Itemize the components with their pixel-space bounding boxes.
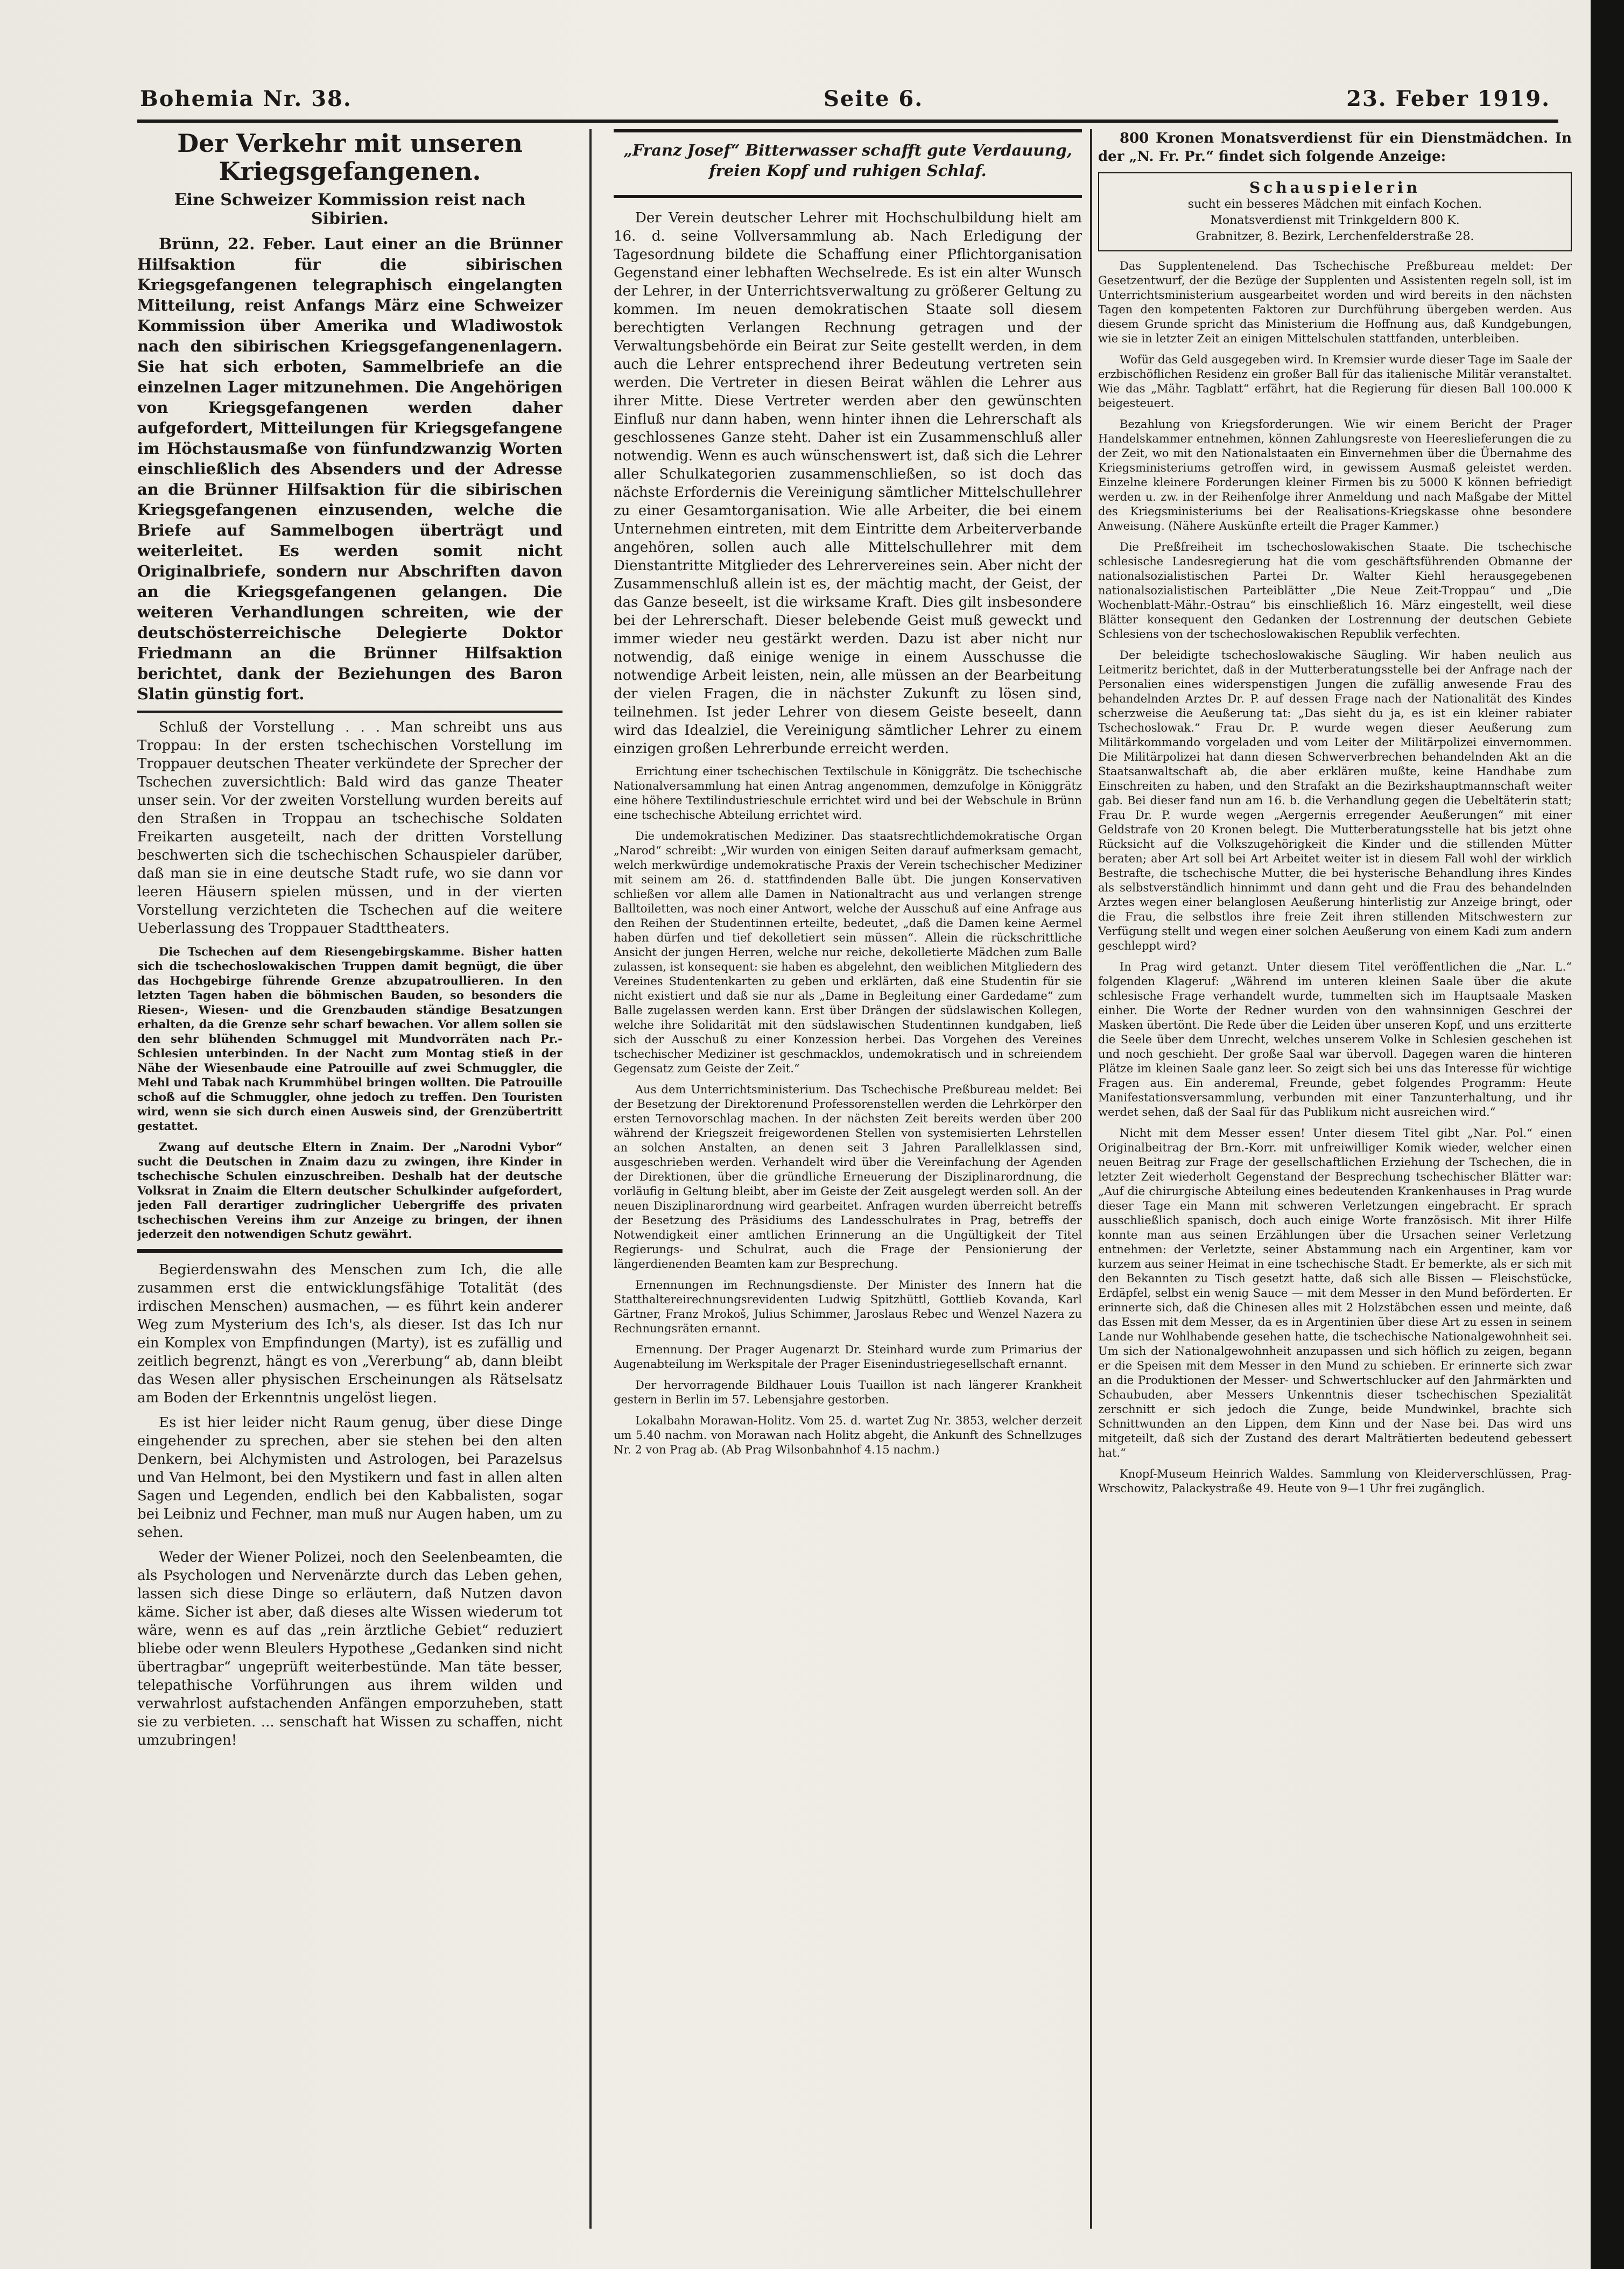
ad-line: Grabnitzer, 8. Bezirk, Lerchenfelderstraße 28. bbox=[1196, 230, 1474, 243]
article-paragraph: Brünn, 22. Feber. Laut einer an die Brünner Hilfsaktion für die sibirischen Kriegsgefangenen telegraphisch eingelangten Mitteilung, reist Anfangs März eine Schweizer Kommission über Amerika und Wladiwostok nach den sibirischen Kriegsgefangenenlagern. Sie hat sich erboten, Sammelbriefe an die einzelnen Lager mitzunehmen. Die Angehörigen von Kriegsgefangenen werden daher aufgefordert, Mitteilungen für Kriegsgefangene im Höchstausmaße von fünfundzwanzig Worten einschließlich des Absenders und der Adresse an die Brünner Hilfsaktion für die sibirischen Kriegsgefangenen einzusenden, welche die Briefe auf Sammelbogen überträgt und weiterleitet. Es werden somit nicht Originalbriefe, sondern nur Abschriften davon an die Kriegsgefangenen gelangen. Die weiteren Verhandlungen schreiten, wie der deutschösterreichische Delegierte Doktor Friedmann an die Brünner Hilfsaktion berichtet, dank der Beziehungen des Baron Slatin günstig fort. bbox=[137, 235, 563, 703]
news-item: Aus dem Unterrichtsministerium. Das Tschechische Preßbureau meldet: Bei der Besetzung der Direktorenund Professorenstellen werden die Lehrkörper den ersten Ternovorschlag machen. In der nächsten Zeit bereits werden über 200 während der Kriegszeit freigewordenen Stellen von systemisierten Lehrstellen an solchen Anstalten, an denen seit 3 Jahren Parallelklassen sind, ausgeschrieben werden. Verhandelt wird über die Vereinfachung der Agenden der Direktionen, über die gründliche Erneuerung der Disziplinarordnung, die vorläufig in Geltung bleibt, aber im Geiste der Zeit ausgelegt werden soll. An der neuen Disziplinarordnung wird gearbeitet. Anfragen wurden überreicht betreffs der Besetzung des Präsidiums des Landesschulrates in Prag, betreffs der Notwendigkeit einer amtlichen Erinnerung an die Ungültigkeit der Titel Regierungs- und Schulrat, auch die Frage der Pensionierung der längerdienenden Beamten kam zur Besprechung. bbox=[614, 1083, 1082, 1270]
news-item: Der hervorragende Bildhauer Louis Tuaillon ist nach längerer Krankheit gestern in Berlin im 57. Lebensjahre gestorben. bbox=[614, 1379, 1082, 1406]
section-rule bbox=[137, 1249, 563, 1253]
page-header bbox=[140, 86, 1550, 118]
news-item: Errichtung einer tschechischen Textilschule in Königgrätz. Die tschechische Nationalversammlung hat einen Antrag angenommen, demzufolge in Königgrätz eine höhere Textilindustrieschule errichtet wird und bei der Webschule in Brünn eine tschechische Abteilung errichtet wird. bbox=[614, 765, 1082, 821]
article-title: Der Verkehr mit unseren Kriegsgefangenen. bbox=[177, 129, 523, 186]
column-divider-1 bbox=[589, 129, 592, 2229]
ad-line: sucht ein besseres Mädchen mit einfach Kochen. bbox=[1187, 198, 1482, 211]
quoted-advertisement bbox=[1098, 172, 1572, 251]
news-item: Ernennung. Der Prager Augenarzt Dr. Steinhard wurde zum Primarius der Augenabteilung im Werkspitale der Prager Eisenindustriegesellschaft ernannt. bbox=[614, 1343, 1082, 1371]
news-item: Lokalbahn Morawan-Holitz. Vom 25. d. wartet Zug Nr. 3853, welcher derzeit um 5.40 nachm. von Morawan nach Holitz abgeht, die Ankunft des Schnellzuges Nr. 2 von Prag ab. (Ab Prag Wilsonbahnhof 4.15 nachm.) bbox=[614, 1414, 1082, 1456]
article-subtitle: Eine Schweizer Kommission reist nach Sibirien. bbox=[174, 191, 526, 228]
news-item: 800 Kronen Monatsverdienst für ein Dienstmädchen. In der „N. Fr. Pr.“ findet sich folgende Anzeige: bbox=[1098, 130, 1572, 165]
news-item: Nicht mit dem Messer essen! Unter diesem Titel gibt „Nar. Pol.“ einen Originalbeitrag der Brn.-Korr. mit unfreiwilliger Komik wieder, welcher einen neuen Beitrag zur Frage der gesellschaftlichen Erziehung der Tschechen, die in letzter Zeit wiederholt Gegenstand der Besprechung tschechischer Blätter war: „Auf die chirurgische Abteilung eines bedeutenden Krankenhauses in Prag wurde dieser Tage ein Mann mit schweren Verletzungen eingebracht. Er sprach ausschließlich spanisch, doch auch einige Worte französisch. Mit ihrer Hilfe konnte man aus seinen Erzählungen über die Ursachen seiner Verletzung entnehmen: der Verletzte, seiner Abstammung nach ein Argentiner, kam vor kurzem aus seiner Heimat in eine tschechische Stadt. Er bemerkte, als er sich mit den Bekannten zu Tisch gesetzt hatte, daß sich alle Bissen — Fleischstücke, Erdäpfel, selbst ein wenig Sauce — mit dem Messer in den Mund beförderten. Er erinnerte sich, daß die Chinesen alles mit 2 Holzstäbchen essen und meinte, daß das Essen mit dem Messer, da es in Argentinien über diese Art zu essen in seinem Lande nur Wohlhabende gesehen hatte, die tschechische Nationalgewohnheit sei. Um sich der Nationalgewohnheit anzupassen und sich höflich zu zeigen, begann er die Speisen mit dem Messer in den Mund zu schieben. Er erinnerte sich zwar an die Produktionen der Messer- und Schwertschlucker auf den Jahrmärkten und Schaubuden, aber Messers Unkenntnis dieser tschechischen Spezialität zerschnitt er sich jedoch die Zunge, beide Mundwinkel, brachte sich Schnittwunden an den Lippen, dem Kinn und der Nase bei. Das wird uns mitgeteilt, daß sich der Zustand des derart Malträtierten bedeutend gebessert hat.“ bbox=[1098, 1127, 1572, 1459]
news-item: Bezahlung von Kriegsforderungen. Wie wir einem Bericht der Prager Handelskammer entnehmen, können Zahlungsreste von Heereslieferungen die zu der Zeit, wo mit den Nationalstaaten ein Einvernehmen über die Übernahme des Kriegsministeriums getroffen wird, in gewissem Ausmaß geleistet werden. Einzelne kleinere Forderungen kleiner Firmen bis zu 5000 K können befriedigt werden u. zw. in der Reihenfolge ihrer Anmeldung und nach Maßgabe der Mittel des Kriegsministeriums bei der Realisations-Kriegskasse ohne besondere Anweisung. (Nähere Auskünfte erteilt die Prager Kammer.) bbox=[1098, 418, 1572, 532]
column-3 bbox=[1098, 129, 1572, 2234]
column-2 bbox=[614, 129, 1082, 2234]
advertisement-text: „Franz Josef“ Bitterwasser schafft gute Verdauung, freien Kopf und ruhigen Schlaf. bbox=[623, 141, 1072, 180]
section-rule bbox=[137, 711, 563, 713]
header-date: 23. Feber 1919. bbox=[1346, 86, 1550, 111]
ad-line: Monatsverdienst mit Trinkgeldern 800 K. bbox=[1210, 214, 1460, 227]
news-item: In Prag wird getanzt. Unter diesem Titel veröffentlichen die „Nar. L.“ folgenden Klageruf: „Während im unteren kleinen Saale über die akute schlesische Frage verhandelt wurde, tummelten sich im Hauptsaale Masken einher. Die Worte der Redner wurden von den wahnsinnigen Geschrei der Masken übertönt. Die Rede über die Leiden über unseren Kopf, und uns erzitterte die Seele über dem Unrecht, welches unserem Volke in Schlesien geschehen ist und noch geschieht. Der große Saal war übervoll. Dagegen waren die hinteren Plätze im kleinen Saale ganz leer. So zeigt sich bei uns das Interesse für wichtige Fragen aus. Ein anderemal, Freunde, gebet folgendes Programm: Heute Manifestationsversammlung, verbunden mit einer Tanzunterhaltung, und ihr werdet sehen, daß der Saal für das Publikum nicht ausreichen wird.“ bbox=[1098, 960, 1572, 1119]
advertisement-box bbox=[614, 129, 1082, 198]
header-page-number: Seite 6. bbox=[824, 86, 924, 111]
news-item: Knopf-Museum Heinrich Waldes. Sammlung von Kleiderverschlüssen, Prag-Wrschowitz, Palackystraße 49. Heute von 9—1 Uhr frei zugänglich. bbox=[1098, 1467, 1572, 1495]
header-rule bbox=[137, 120, 1558, 123]
scan-border bbox=[1591, 0, 1624, 2269]
ad-title: Schauspielerin bbox=[1249, 179, 1421, 196]
news-item: Die undemokratischen Mediziner. Das staatsrechtlichdemokratische Organ „Narod“ schreibt: „Wir wurden von einigen Seiten darauf aufmerksam gemacht, welch merkwürdige undemokratische Praxis der Verein tschechischer Mediziner mit seinem am 26. d. stattfindenden Balle übt. Die jungen Konservativen schließen vor allem alle Damen in Nationaltracht aus und verlangen strenge Balltoiletten, was noch einer Antwort, welche der Ausschuß auf eine Anfrage aus den Reihen der Studentinnen erteilte, bedeutet, „daß die Damen keine Aermel haben dürfen und tief dekolletiert sein müssen“. Allein die rückschrittliche Ansicht der jungen Herren, welche nur reiche, dekolletierte Mädchen zum Balle zulassen, ist konsequent: sie haben es abgelehnt, den weiblichen Mitgliedern des Vereines Studentenkarten zu geben und erklärten, daß eine Studentin für sie nicht existiert und daß sie nur als „Dame in Begleitung einer Gardedame“ zum Balle zugelassen werden kann. Erst über Drängen der südslawischen Kollegen, welche ihre Solidarität mit den südslawischen Studentinnen kundgaben, ließ sich der Ausschuß zu einer Konzession herbei. Das Vorgehen des Vereines tschechischer Mediziner ist geschmacklos, undemokratisch und in schreiendem Gegensatz zum Geiste der Zeit.“ bbox=[614, 830, 1082, 1075]
article-paragraph: Schluß der Vorstellung . . . Man schreibt uns aus Troppau: In der ersten tschechischen Vorstellung im Troppauer deutschen Theater verkündete der Sprecher der Tschechen zuversichtlich: Bald wird das ganze Theater unser sein. Vor der zweiten Vorstellung wurden bereits auf den Straßen in Troppau an tschechische Soldaten Freikarten ausgeteilt, nach der dritten Vorstellung beschwerten sich die tschechischen Schauspieler darüber, daß man sie in eine deutsche Stadt rufe, wo sie dann vor leeren Häusern spielen müssen, und in der vierten Vorstellung verzichteten die Tschechen auf die weitere Ueberlassung des Troppauer Stadttheaters. bbox=[137, 719, 563, 937]
news-item: Wofür das Geld ausgegeben wird. In Kremsier wurde dieser Tage im Saale der erzbischöflichen Residenz ein großer Ball für das italienische Militär veranstaltet. Wie das „Mähr. Tagblatt“ erfährt, hat die Regierung für diesen Ball 100.000 K beigesteuert. bbox=[1098, 353, 1572, 410]
feuilleton-paragraph: Begierdenswahn des Menschen zum Ich, die alle zusammen erst die entwicklungsfähige Totalität (des irdischen Menschen) ausmachen, — es führt kein anderer Weg zum Mysterium des Ich's, als dieser. Ist das Ich nur ein Komplex von Empfindungen (Marty), ist es zufällig und zeitlich begrenzt, hängt es von „Vererbung“ ab, dann bleibt das Wesen aller physischen Erscheinungen als Rätselsatz am Boden der Erkenntnis ungelöst liegen. bbox=[137, 1262, 563, 1406]
feuilleton-paragraph: Weder der Wiener Polizei, noch den Seelenbeamten, die als Psychologen und Nervenärzte durch das Leben gehen, lassen sich diese Dinge so erläutern, daß Nutzen davon käme. Sicher ist aber, daß dieses alte Wissen wiederum tot wäre, wenn es auf das „rein ärztliche Gebiet“ reduziert bliebe oder wenn Bleulers Hypothese „Gedanken sind nicht übertragbar“ ungeprüft weiterbestünde. Man täte besser, telepathische Vorführungen aus ihrem wilden und verwahrlost aufstachenden Anfängen emporzuheben, statt sie zu verbieten. ... senschaft hat Wissen zu schaffen, nicht umzubringen! bbox=[137, 1549, 563, 1748]
news-item: Der beleidigte tschechoslowakische Säugling. Wir haben neulich aus Leitmeritz berichtet, daß in der Mutterberatungsstelle bei der Anfrage nach der Personalien eines widerspenstigen Jungen die zufällig anwesende Frau des behandelnden Arztes Dr. P. auf dessen Frage nach der Nationalität des Kindes scherzweise die Aeußerung tat: „Das sieht du ja, es ist ein kleiner rabiater Tschechoslowak.“ Frau Dr. P. wurde wegen dieser Aeußerung zum Militärkommando vorgeladen und vom Leiter der Militärpolizei einvernommen. Die Militärpolizei hat dann diesen Schwerverbrechen behandelnden Akt an die Staatsanwaltschaft ab, die aber erklären mußte, keine Handhabe zum Einschreiten zu haben, und den Strafakt an die Bezirkshauptmannschaft weiter gab. Bei dieser fand nun am 16. b. die Verhandlung gegen die Uebeltäterin statt; Frau Dr. P. wurde wegen „Aergernis erregender Aeußerungen“ mit einer Geldstrafe von 20 Kronen belegt. Die Mutterberatungsstelle hat bis jetzt ohne Rücksicht auf die Volkszugehörigkeit die Kinder und die stillenden Mütter beraten; aber Art soll bei Art Arbeitet weiter ist in diesem Fall wohl der wirklich Bestrafte, die tschechische Mutter, die bei hysterische Behandlung ihres Kindes als selbstverständlich hinnimmt und dann geht und die Frau des behandelnden Arztes wegen einer belanglosen Aeußerung hinterlistig zur Anzeige bringt, oder die Frau, die selbstlos ihre freie Zeit ihren stillenden Mitschwestern zur Verfügung stellt und wegen einer solchen Aeußerung von einem Kadi zum andern geschleppt wird? bbox=[1098, 649, 1572, 952]
article-paragraph: Der Verein deutscher Lehrer mit Hochschulbildung hielt am 16. d. seine Vollversammlung ab. Nach Erledigung der Tagesordnung bildete die Schaffung einer Pflichtorganisation Gegenstand einer lebhaften Wechselrede. Es ist ein alter Wunsch der Lehrer, in der Unterrichtsverwaltung zu größerer Geltung zu kommen. Im neuen demokratischen Staate soll diesem berechtigten Verlangen Rechnung getragen und der Verwaltungsbehörde ein Beirat zur Seite gestellt werden, in dem auch die Lehrer entsprechend ihrer Bedeutung vertreten sein werden. Die Vertreter in diesen Beirat wählen die Lehrer aus ihrer Mitte. Diese Vertreter werden aber den gewünschten Einfluß nur dann haben, wenn hinter ihnen die Lehrerschaft als geschlossenes Ganze steht. Daher ist ein Zusammenschluß aller notwendig. Wenn es auch wünschenswert ist, daß sich die Lehrer aller Schulkategorien zusammenschließen, so ist doch das nächste Erfordernis die Vereinigung sämtlicher Mittelschullehrer zu einer Gesamtorganisation. Wie alle Arbeiter, die bei einem Unternehmen eintreten, mit dem Eintritte dem Arbeiterverbande angehören, sollen auch alle Mittelschullehrer mit dem Dienstantritte Mitglieder des Lehrervereines sein. Aber nicht der Zusammenschluß allein ist es, der mächtig macht, der Geist, der das Ganze beseelt, ist die wirksame Kraft. Dies gilt insbesondere bei der Lehrerschaft. Dieser belebende Geist muß geweckt und immer wieder neu gestärkt werden. Dazu ist aber nicht nur notwendig, daß einige wenige in einem Ausschusse die notwendige Arbeit leisten, nein, alle müssen an der Bearbeitung der vielen Fragen, die in nächster Zukunft zu lösen sind, teilnehmen. Ist jeder Lehrer von diesem Geiste beseelt, dann wird das Idealziel, die Vereinigung sämtlicher Lehrer zu einem einzigen großen Lehrerbunde erreicht werden. bbox=[614, 210, 1082, 757]
news-item: Ernennungen im Rechnungsdienste. Der Minister des Innern hat die Statthaltereirechnungsrevidenten Ludwig Spitzhüttl, Gottlieb Kovanda, Karl Gärtner, Franz Mrokoš, Julius Schimmer, Jaroslaus Rebec und Wenzel Nazera zu Rechnungsräten ernannt. bbox=[614, 1278, 1082, 1335]
header-issue: Bohemia Nr. 38. bbox=[140, 86, 352, 111]
news-item: Die Preßfreiheit im tschechoslowakischen Staate. Die tschechische schlesische Landesregierung hat die vom geschäftsführenden Obmanne der nationalsozialistischen Partei Dr. Walter Kiehl herausgegebenen nationalsozialistischen Parteiblätter „Die Neue Zeit-Troppau“ und „Die Wochenblatt-Mähr.-Ostrau“ bis einschließlich 16. März eingestellt, weil diese Blätter konsequent den Gedanken der Lostrennung der deutschen Gebiete Schlesiens von der tschechoslowakischen Republik verfechten. bbox=[1098, 540, 1572, 641]
column-divider-2 bbox=[1090, 129, 1092, 2229]
article-paragraph: Zwang auf deutsche Eltern in Znaim. Der „Narodni Vybor“ sucht die Deutschen in Znaim dazu zu zwingen, ihre Kinder in tschechische Schulen einzuschreiben. Deshalb hat der deutsche Volksrat in Znaim die Eltern deutscher Schulkinder aufgefordert, jeden Fall derartiger zudringlicher Uebergriffe des privaten tschechischen Vereins ihm zur Anzeige zu bringen, der ihnen jederzeit den notwendigen Schutz gewährt. bbox=[137, 1140, 563, 1241]
news-item: Das Supplentenelend. Das Tschechische Preßbureau meldet: Der Gesetzentwurf, der die Bezüge der Supplenten und Assistenten regeln soll, ist im Unterrichtsministerium ausgearbeitet worden und wird bereits in den nächsten Tagen den kompetenten Faktoren zur Durchführung übergeben werden. Aus diesem Grunde spricht das Ministerium die Hoffnung aus, daß Kundgebungen, wie sie in letzter Zeit an einigen Mittelschulen stattfanden, unterbleiben. bbox=[1098, 259, 1572, 345]
column-1 bbox=[137, 129, 563, 2234]
article-paragraph: Die Tschechen auf dem Riesengebirgskamme. Bisher hatten sich die tschechoslowakischen Truppen damit begnügt, die über das Hochgebirge führende Grenze abzupatroullieren. In den letzten Tagen haben die böhmischen Bauden, so besonders die Riesen-, Wiesen- und die Grenzbauden ständige Besatzungen erhalten, da die Grenze sehr scharf bewachen. Vor allem sollen sie den sehr blühenden Schmuggel mit Mundvorräten nach Pr.-Schlesien unterbinden. In der Nacht zum Montag stieß in der Nähe der Wiesenbaude eine Patrouille auf zwei Schmuggler, die Mehl und Tabak nach Krummhübel bringen wollten. Die Patrouille schoß auf die Schmuggler, ohne jedoch zu treffen. Den Touristen wird, wenn sie sich durch einen Ausweis sind, der Grenzübertritt gestattet. bbox=[137, 945, 563, 1133]
feuilleton-paragraph: Es ist hier leider nicht Raum genug, über diese Dinge eingehender zu sprechen, aber sie stehen bei den alten Denkern, bei Alchymisten und Astrologen, bei Parazelsus und Van Helmont, bei den Mystikern und fast in allen alten Sagen und Legenden, endlich bei den Kabbalisten, sogar bei Leibniz und Fechner, man muß nur Augen haben, um zu sehen. bbox=[137, 1415, 563, 1541]
